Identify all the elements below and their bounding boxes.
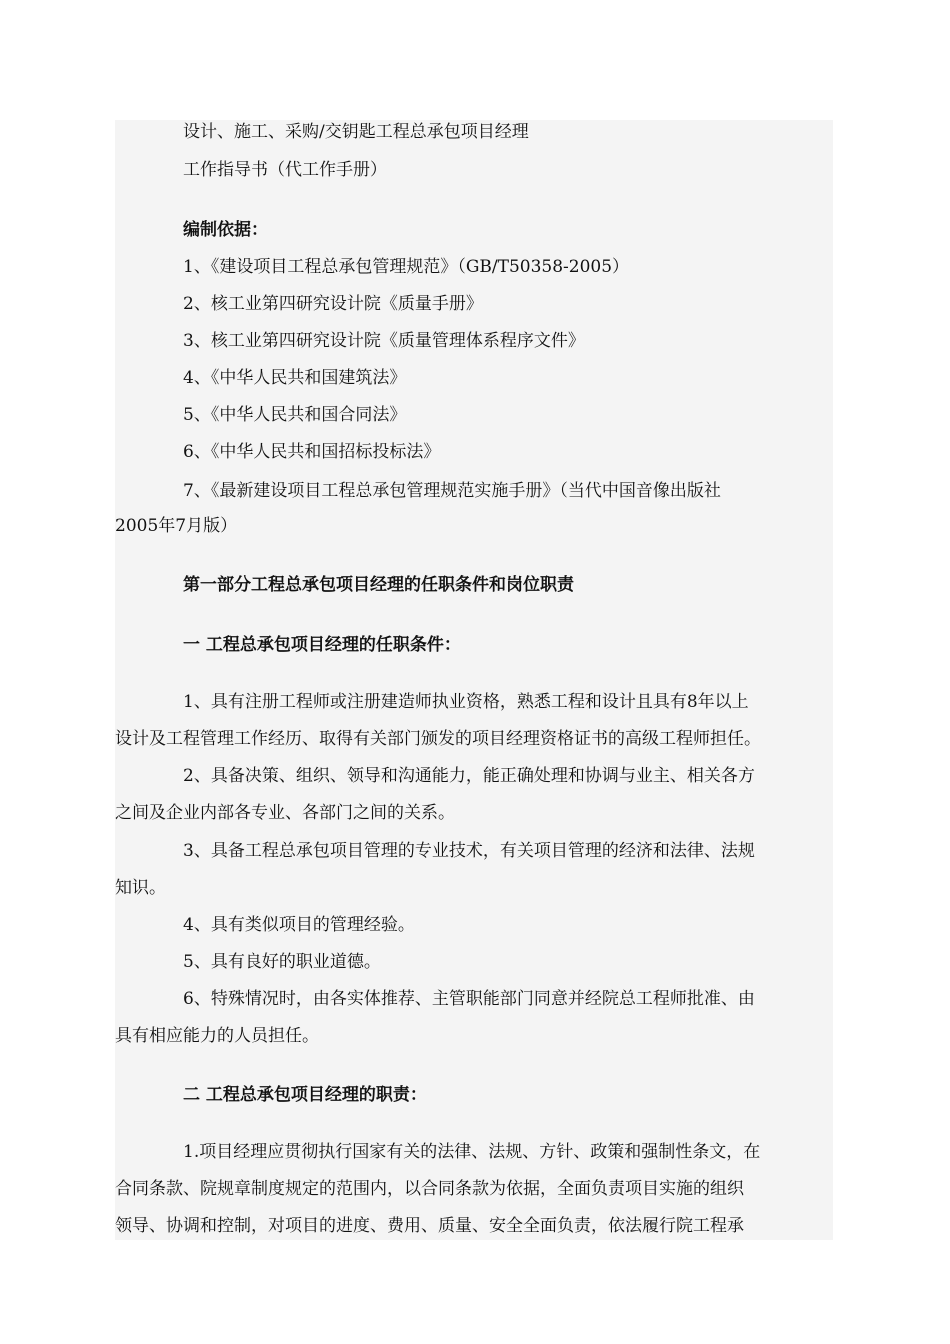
basis-item-7: 7、《最新建设项目工程总承包管理规范实施手册》（当代中国音像出版社 (183, 481, 721, 501)
section1-item-2: 2、具备决策、组织、领导和沟通能力，能正确处理和协调与业主、相关各方 (183, 766, 755, 786)
section1-heading: 一 工程总承包项目经理的任职条件： (183, 635, 461, 655)
basis-item-4: 4、《中华人民共和国建筑法》 (183, 368, 407, 388)
section1-item-6: 6、特殊情况时，由各实体推荐、主管职能部门同意并经院总工程师批准、由 (183, 989, 755, 1009)
section1-item-2-continued: 之间及企业内部各专业、各部门之间的关系。 (115, 803, 455, 823)
section1-item-6-continued: 具有相应能力的人员担任。 (115, 1026, 319, 1046)
section1-item-3-continued: 知识。 (115, 878, 166, 898)
section2-item-1-continued-b: 领导、协调和控制，对项目的进度、费用、质量、安全全面负责，依法履行院工程承 (115, 1216, 744, 1236)
section1-item-5: 5、具有良好的职业道德。 (183, 952, 381, 972)
basis-item-2: 2、核工业第四研究设计院《质量手册》 (183, 294, 483, 314)
section2-heading: 二 工程总承包项目经理的职责： (183, 1085, 427, 1105)
section1-item-1: 1、具有注册工程师或注册建造师执业资格，熟悉工程和设计且具有8年以上 (183, 692, 749, 712)
basis-item-7-continued: 2005年7月版） (115, 516, 238, 536)
section1-item-1-continued: 设计及工程管理工作经历、取得有关部门颁发的项目经理资格证书的高级工程师担任。 (115, 729, 761, 749)
section2-item-1: 1.项目经理应贯彻执行国家有关的法律、法规、方针、政策和强制性条文，在 (183, 1142, 761, 1162)
document-title-line-2: 工作指导书（代工作手册） (183, 160, 387, 180)
part1-heading: 第一部分工程总承包项目经理的任职条件和岗位职责 (183, 575, 574, 595)
section1-item-3: 3、具备工程总承包项目管理的专业技术，有关项目管理的经济和法律、法规 (183, 841, 755, 861)
basis-item-3: 3、核工业第四研究设计院《质量管理体系程序文件》 (183, 331, 585, 351)
document-title-line-1: 设计、施工、采购/交钥匙工程总承包项目经理 (183, 122, 529, 142)
document-page (115, 120, 833, 1240)
basis-item-1: 1、《建设项目工程总承包管理规范》（GB/T50358-2005） (183, 257, 630, 277)
section1-item-4: 4、具有类似项目的管理经验。 (183, 915, 415, 935)
basis-item-5: 5、《中华人民共和国合同法》 (183, 405, 407, 425)
basis-heading: 编制依据： (183, 220, 268, 240)
basis-item-6: 6、《中华人民共和国招标投标法》 (183, 442, 441, 462)
section2-item-1-continued-a: 合同条款、院规章制度规定的范围内，以合同条款为依据，全面负责项目实施的组织 (115, 1179, 744, 1199)
